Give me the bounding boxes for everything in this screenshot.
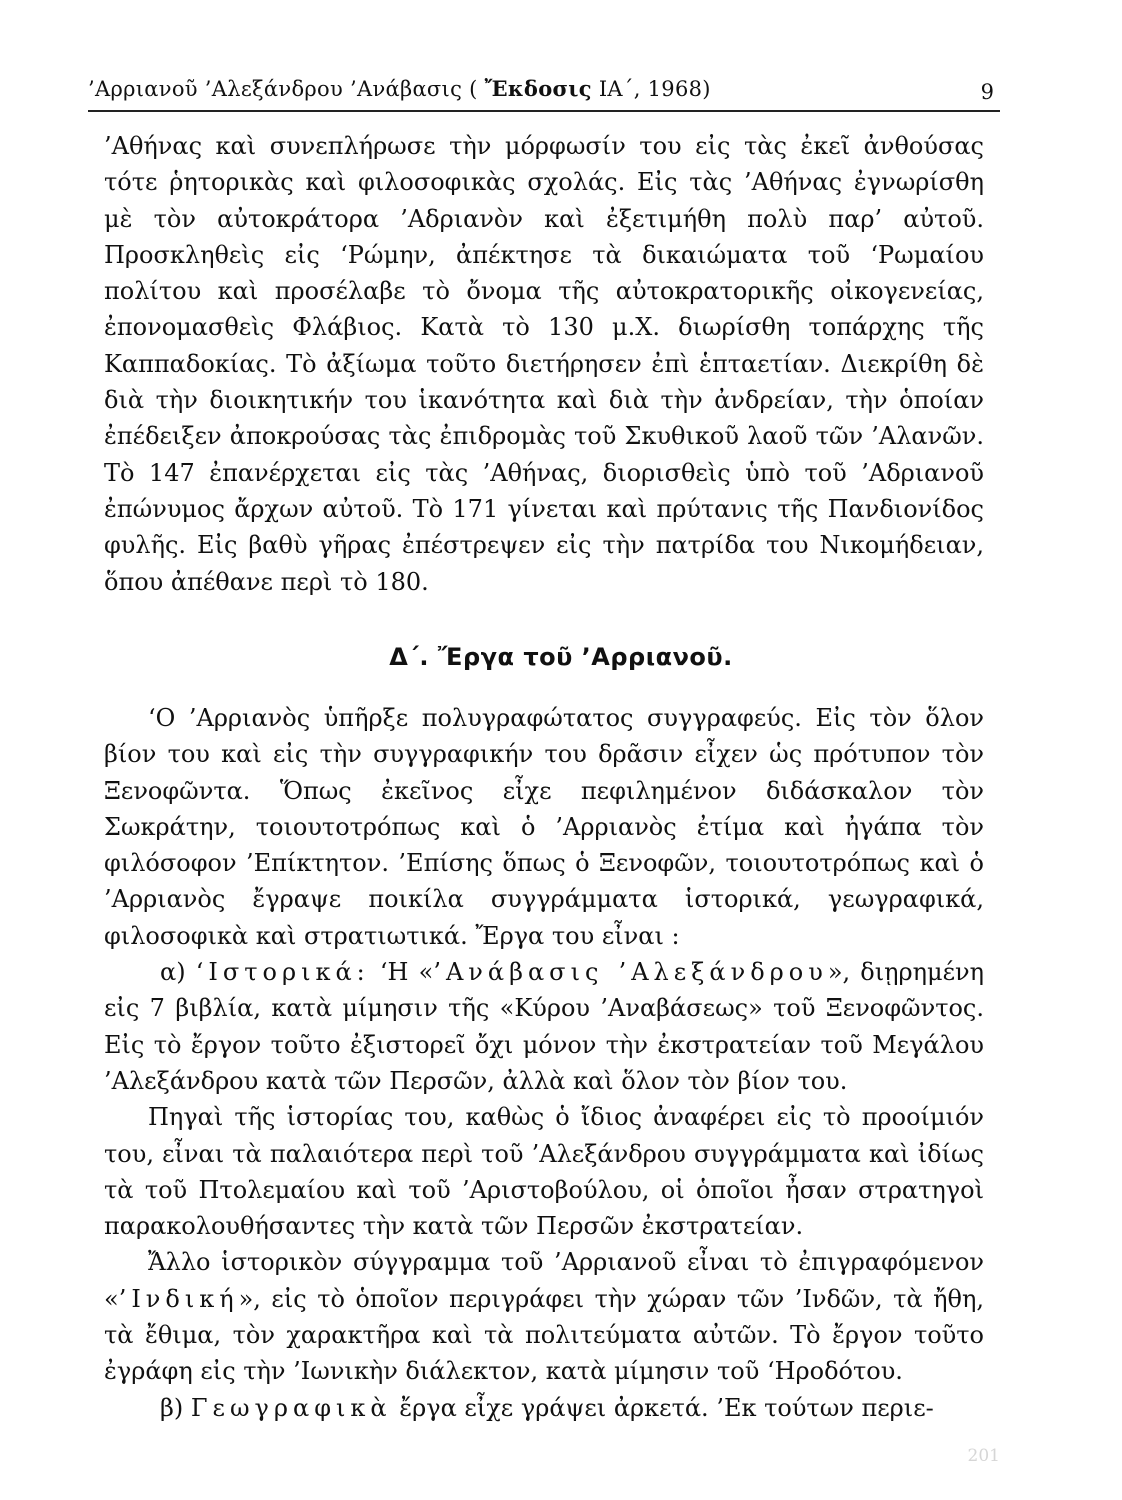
page-header	[88, 68, 1000, 112]
running-title-pre: ’Αρριανοῦ ’Αλεξάνδρου ’Ανάβασις (	[88, 77, 485, 101]
item-b-label: β)	[160, 1393, 191, 1422]
geographical-works-item	[104, 1390, 984, 1426]
item-b-term: Γεωγραφικὰ	[190, 1393, 392, 1422]
section-text	[104, 700, 984, 1426]
faint-page-mark: 201	[967, 1446, 1000, 1466]
item-a-mid: ‘Η «	[369, 958, 434, 987]
page-number: 9	[980, 80, 994, 104]
historical-works-item	[104, 954, 984, 1099]
item-a-label: α)	[160, 958, 196, 987]
item-b-rest: ἔργα εἶχε γράψει ἀρκετά. ’Εκ τούτων περιε-	[391, 1393, 934, 1422]
sources-paragraph: Πηγαὶ τῆς ἱστορίας του, καθὼς ὁ ἴδιος ἀναφέρει εἰς τὸ προοίμιόν του, εἶναι τὰ παλαιότερα περὶ τοῦ ’Αλεξάνδρου συγγράμματα καὶ ἰδίως τὰ τοῦ Πτολεμαίου καὶ τοῦ ’Αριστοβούλου, οἱ ὁποῖοι ἦσαν στρατηγοὶ παρακολουθήσαντες τὴν κατὰ τῶν Περσῶν ἐκστρατείαν.	[104, 1103, 984, 1241]
running-title-post: ΙΑ΄, 1968)	[591, 77, 711, 101]
item-a-title: ’Ανάβασις ’Αλεξάνδρου	[433, 958, 828, 987]
indika-pre: Ἄλλο ἱστορικὸν σύγγραμμα τοῦ ’Αρριανοῦ εἶναι τὸ ἐπιγραφόμενον «	[104, 1248, 984, 1313]
intro-text	[104, 128, 984, 600]
item-a-term: ‘Ιστορικά:	[195, 958, 370, 987]
indika-paragraph	[104, 1244, 984, 1389]
indika-title: ’Ινδική	[118, 1284, 239, 1313]
intro-paragraph: ’Αθήνας καὶ συνεπλήρωσε τὴν μόρφωσίν του εἰς τὰς ἐκεῖ ἀνθούσας τότε ῥητορικὰς καὶ φιλοσοφικὰς σχολάς. Εἰς τὰς ’Αθήνας ἐγνωρίσθη μὲ τὸν αὐτοκράτορα ’Αδριανὸν καὶ ἐξετιμήθη πολὺ παρ’ αὐτοῦ. Προσκληθεὶς εἰς ‘Ρώμην, ἀπέκτησε τὰ δικαιώματα τοῦ ‘Ρωμαίου πολίτου καὶ προσέλαβε τὸ ὄνομα τῆς αὐτοκρατορικῆς οἰκογενείας, ἐπονομασθεὶς Φλάβιος. Κατὰ τὸ 130 μ.Χ. διωρίσθη τοπάρχης τῆς Καππαδοκίας. Τὸ ἀξίωμα τοῦτο διετήρησεν ἐπὶ ἑπταετίαν. Διεκρίθη δὲ διὰ τὴν διοικητικήν του ἱκανότητα καὶ διὰ τὴν ἀνδρείαν, τὴν ὁποίαν ἐπέδειξεν ἀποκρούσας τὰς ἐπιδρομὰς τοῦ Σκυθικοῦ λαοῦ τῶν ’Αλανῶν. Τὸ 147 ἐπανέρχεται εἰς τὰς ’Αθήνας, διορισθεὶς ὑπὸ τοῦ ’Αδριανοῦ ἐπώνυμος ἄρχων αὐτοῦ. Τὸ 171 γίνεται καὶ πρύτανις τῆς Πανδιονίδος φυλῆς. Εἰς βαθὺ γῆρας ἐπέστρεψεν εἰς τὴν πατρίδα του Νικομήδειαν, ὅπου ἀπέθανε περὶ τὸ 180.	[104, 132, 984, 596]
running-title-edition: Ἔκδοσις	[484, 76, 592, 101]
running-title	[88, 76, 711, 101]
indika-post: », εἰς τὸ ὁποῖον περιγράφει τὴν χώραν τῶν ’Ινδῶν, τὰ ἤθη, τὰ ἔθιμα, τὸν χαρακτῆρα καὶ τὰ πολιτεύματα αὐτῶν. Τὸ ἔργον τοῦτο ἐγράφη εἰς τὴν ’Ιωνικὴν διάλεκτον, κατὰ μίμησιν τοῦ ‘Ηροδότου.	[104, 1284, 984, 1386]
section-heading: Δ΄. Ἔργα τοῦ ’Αρριανοῦ.	[389, 643, 733, 671]
item-a-rest: », διῃρημένη εἰς 7 βιβλία, κατὰ μίμησιν τῆς «Κύρου ’Αναβάσεως» τοῦ Ξενοφῶντος. Εἰς τὸ ἔργον τοῦτο ἐξιστορεῖ ὄχι μόνον τὴν ἐκστρατείαν τοῦ Μεγάλου ’Αλεξάνδρου κατὰ τῶν Περσῶν, ἀλλὰ καὶ ὅλον τὸν βίον του.	[104, 958, 985, 1095]
works-intro-paragraph: ‘Ο ’Αρριανὸς ὑπῆρξε πολυγραφώτατος συγγραφεύς. Εἰς τὸν ὅλον βίον του καὶ εἰς τὴν συγγραφικήν του δρᾶσιν εἶχεν ὡς πρότυπον τὸν Ξενοφῶντα. Ὅπως ἐκεῖνος εἶχε πεφιλημένον διδάσκαλον τὸν Σωκράτην, τοιουτοτρόπως καὶ ὁ ’Αρριανὸς ἐτίμα καὶ ἠγάπα τὸν φιλόσοφον ’Επίκτητον. ’Επίσης ὅπως ὁ Ξενοφῶν, τοιουτοτρόπως καὶ ὁ ’Αρριανὸς ἔγραψε ποικίλα συγγράμματα ἱστορικά, γεωγραφικά, φιλοσοφικὰ καὶ στρατιωτικά. Ἔργα του εἶναι :	[104, 704, 984, 950]
